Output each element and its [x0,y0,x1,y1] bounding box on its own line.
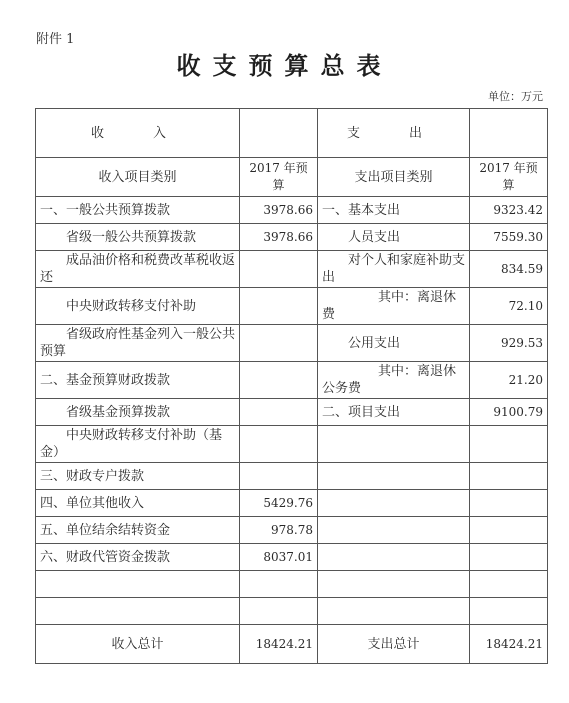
income-item: 成品油价格和税费改革税收返还 [36,251,240,288]
expense-item: 对个人和家庭补助支出 [318,251,470,288]
table-row [36,224,548,251]
table-header-row [36,109,548,158]
income-value: 5429.76 [240,490,318,517]
expense-item: 其中：离退休费 [318,288,470,325]
expense-value [470,517,548,544]
expense-item: 人员支出 [318,224,470,251]
table-row [36,517,548,544]
expense-value [470,544,548,571]
income-value [240,362,318,399]
table-row [36,288,548,325]
income-value: 8037.01 [240,544,318,571]
expense-header-blank [470,109,548,158]
expense-total-label: 支出总计 [318,625,470,664]
table-row [36,544,548,571]
income-total-label: 收入总计 [36,625,240,664]
budget-table [35,108,548,664]
expense-item [318,598,470,625]
page-title: 收支预算总表 [176,52,393,80]
table-row [36,325,548,362]
income-item: 一、一般公共预算拨款 [36,197,240,224]
expense-item [318,544,470,571]
expense-item: 一、基本支出 [318,197,470,224]
income-item: 省级政府性基金列入一般公共预算 [36,325,240,362]
expense-total-value: 18424.21 [470,625,548,664]
expense-value [470,463,548,490]
income-item: 四、单位其他收入 [36,490,240,517]
income-value: 3978.66 [240,197,318,224]
expense-item [318,517,470,544]
income-item [36,598,240,625]
expense-value [470,571,548,598]
expense-budget-header: 2017 年预算 [470,158,548,197]
income-value [240,598,318,625]
income-value [240,325,318,362]
expense-item [318,426,470,463]
income-value [240,571,318,598]
income-section-header: 收 入 [36,109,240,158]
income-budget-header: 2017 年预算 [240,158,318,197]
expense-item: 其中：离退休公务费 [318,362,470,399]
income-item: 中央财政转移支付补助（基金） [36,426,240,463]
table-row [36,490,548,517]
expense-value [470,426,548,463]
income-item: 二、基金预算财政拨款 [36,362,240,399]
table-row [36,399,548,426]
expense-value [470,490,548,517]
income-value [240,251,318,288]
expense-category-header: 支出项目类别 [318,158,470,197]
table-row [36,426,548,463]
table-subheader-row [36,158,548,197]
total-row [36,625,548,664]
expense-value: 834.59 [470,251,548,288]
expense-item [318,490,470,517]
table-row [36,362,548,399]
income-category-header: 收入项目类别 [36,158,240,197]
income-item: 省级基金预算拨款 [36,399,240,426]
income-value [240,288,318,325]
expense-value: 7559.30 [470,224,548,251]
income-item: 省级一般公共预算拨款 [36,224,240,251]
expense-item [318,463,470,490]
income-value [240,426,318,463]
income-item: 中央财政转移支付补助 [36,288,240,325]
attachment-label: 附件 1 [36,32,75,47]
table-row [36,251,548,288]
table-row [36,463,548,490]
income-value [240,463,318,490]
income-item: 三、财政专户拨款 [36,463,240,490]
table-row [36,598,548,625]
expense-value: 929.53 [470,325,548,362]
income-total-value: 18424.21 [240,625,318,664]
expense-section-header: 支 出 [318,109,470,158]
income-item: 六、财政代管资金拨款 [36,544,240,571]
income-value: 3978.66 [240,224,318,251]
income-value [240,399,318,426]
expense-item: 公用支出 [318,325,470,362]
income-item: 五、单位结余结转资金 [36,517,240,544]
table-row [36,197,548,224]
expense-value: 21.20 [470,362,548,399]
income-item [36,571,240,598]
expense-value: 9323.42 [470,197,548,224]
expense-value [470,598,548,625]
expense-value: 72.10 [470,288,548,325]
income-value: 978.78 [240,517,318,544]
table-row [36,571,548,598]
expense-item [318,571,470,598]
unit-label: 单位：万元 [488,90,543,103]
expense-item: 二、项目支出 [318,399,470,426]
income-header-blank [240,109,318,158]
expense-value: 9100.79 [470,399,548,426]
